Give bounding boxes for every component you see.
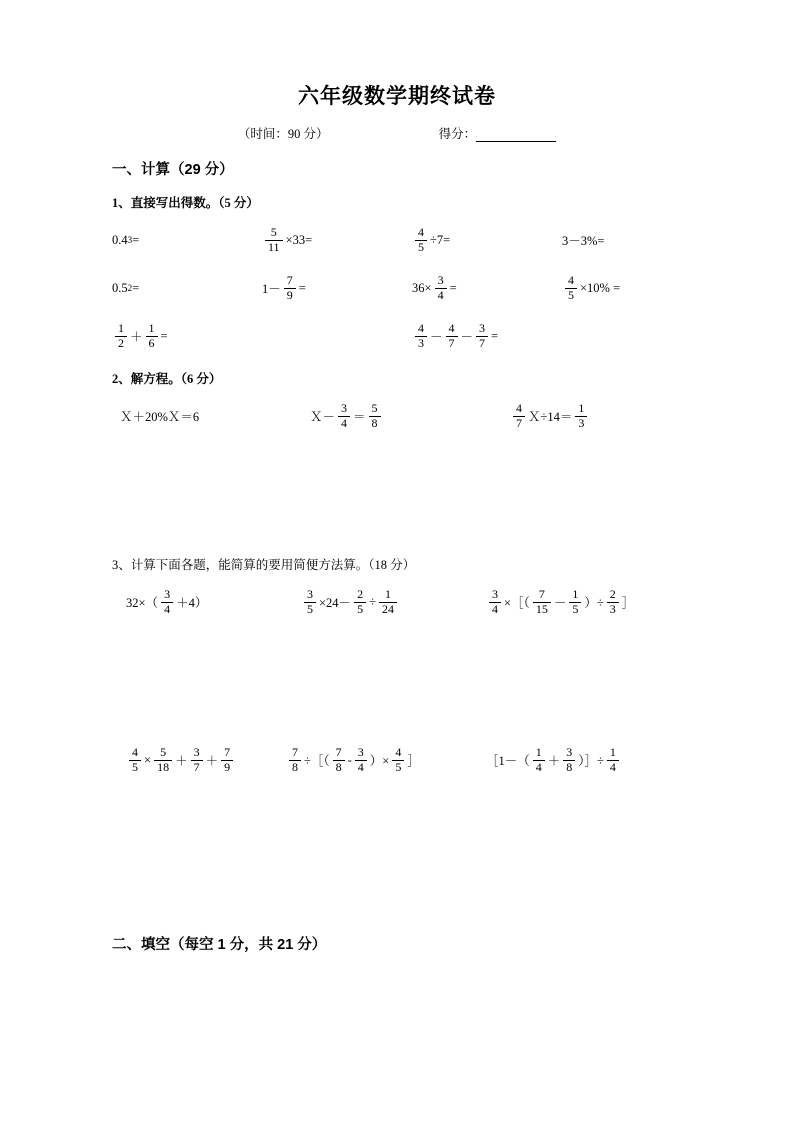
fraction: $\frac{2}{5}$ <box>354 588 366 617</box>
fraction: $\frac{7}{8}$ <box>289 746 301 775</box>
fraction: $\frac{4}{5}$ <box>392 746 404 775</box>
expr-text: 0.5 <box>112 280 128 295</box>
expr-text: ）÷ <box>584 596 604 610</box>
expr-text: = <box>132 232 140 247</box>
page-title: 六年级数学期终试卷 <box>298 84 496 108</box>
fraction: $\frac{4}{5}$ <box>129 746 141 775</box>
expr-text: ÷［（ <box>304 754 330 768</box>
question-2-heading: 2、解方程。（6 分） <box>112 372 222 386</box>
expr-text: ）］÷ <box>578 754 604 768</box>
q3-item-4 <box>126 746 286 775</box>
q3-item-1 <box>126 588 301 617</box>
fraction: $\frac{7}{9}$ <box>221 746 233 775</box>
section-1-heading: 一、计算（29 分） <box>112 162 234 178</box>
expr-text: ×［（ <box>504 596 530 610</box>
expr-text: = <box>160 328 168 343</box>
expr-text: Ｘ÷14＝ <box>528 410 573 424</box>
q1-item-9 <box>112 322 412 351</box>
fraction: $\frac{1}{5}$ <box>569 588 581 617</box>
q2-row-1 <box>112 401 682 431</box>
q1-item-5 <box>112 281 262 296</box>
expr-text: Ｘ－ <box>310 410 336 424</box>
q1-row-1 <box>112 225 682 255</box>
fraction: $\frac{7}{8}$ <box>333 746 345 775</box>
fraction: $\frac{4}{5}$ <box>565 274 577 303</box>
q3-row-2 <box>112 745 682 775</box>
fraction: $\frac{5}{18}$ <box>154 746 172 775</box>
q1-item-1 <box>112 233 262 248</box>
fraction: $\frac{4}{3}$ <box>415 322 427 351</box>
expr-text: = <box>491 328 499 343</box>
score-label: 得分： <box>438 127 477 141</box>
expr-text: Ｘ＋20%Ｘ＝6 <box>120 410 200 424</box>
operator: ＋ <box>175 754 188 768</box>
expr-text: ［1－（ <box>486 754 530 768</box>
operator: － <box>460 330 474 344</box>
expr-text: = <box>298 280 306 295</box>
q1-item-6 <box>262 274 412 303</box>
fraction: $\frac{4}{7}$ <box>513 402 525 431</box>
q1-row-2 <box>112 273 682 303</box>
work-space-q3b <box>112 793 682 923</box>
expr-text: ×24－ <box>319 596 352 610</box>
expr-text: ÷7= <box>430 232 451 247</box>
work-space-q2 <box>112 449 682 545</box>
expr-text: ＋4） <box>176 596 208 610</box>
operator: ＋ <box>547 754 561 768</box>
expr-text: 36× <box>412 280 432 295</box>
q2-item-1 <box>120 407 310 425</box>
q2-item-3 <box>510 402 590 431</box>
operator: － <box>553 596 567 610</box>
fraction: $\frac{3}{7}$ <box>476 322 488 351</box>
score-blank <box>476 128 556 142</box>
operator: × <box>144 752 152 767</box>
q1-item-8 <box>562 274 620 303</box>
q3-item-3 <box>486 588 634 617</box>
operator: - <box>347 752 352 767</box>
fraction: $\frac{1}{4}$ <box>607 746 619 775</box>
expr-text: ÷ <box>369 594 376 609</box>
page-content <box>112 80 682 954</box>
expr-text: 32×（ <box>126 596 159 610</box>
fraction: $\frac{4}{5}$ <box>415 226 427 255</box>
fraction: $\frac{1}{3}$ <box>575 402 587 431</box>
expr-text: 0.4 <box>112 232 128 247</box>
expr-text: 1－ <box>262 282 281 296</box>
expr-text: = <box>132 280 140 295</box>
fraction: $\frac{3}{4}$ <box>161 588 173 617</box>
exponent: 2 <box>127 283 133 293</box>
q1-item-10 <box>412 322 498 351</box>
expr-text: 3－3%= <box>562 234 605 248</box>
expr-text: ］ <box>621 596 635 610</box>
q1-row-3 <box>112 321 682 351</box>
fraction: $\frac{3}{4}$ <box>489 588 501 617</box>
q3-row-1 <box>112 587 682 617</box>
q1-item-4 <box>562 231 604 249</box>
section-2-heading: 二、填空（每空 1 分，共 21 分） <box>112 937 327 953</box>
q3-item-6 <box>486 746 622 775</box>
operator: － <box>430 330 443 344</box>
time-note: （时间：90 分） <box>237 127 329 141</box>
exam-meta <box>112 124 682 142</box>
fraction: $\frac{3}{4}$ <box>355 746 367 775</box>
fraction: $\frac{1}{4}$ <box>533 746 545 775</box>
q1-item-2 <box>262 226 412 255</box>
q3-item-2 <box>301 588 486 617</box>
question-1-heading: 1、直接写出得数。（5 分） <box>112 196 259 210</box>
fraction: $\frac{5}{8}$ <box>369 402 381 431</box>
operator: ＝ <box>353 410 366 424</box>
fraction: $\frac{4}{7}$ <box>446 322 458 351</box>
expr-text: ］ <box>407 754 420 768</box>
q1-item-3 <box>412 226 562 255</box>
fraction: $\frac{3}{5}$ <box>304 588 316 617</box>
fraction: $\frac{1}{6}$ <box>146 322 158 351</box>
exponent: 3 <box>127 235 133 245</box>
q1-item-7 <box>412 274 562 303</box>
expr-text: = <box>449 280 457 295</box>
work-space-q3a <box>112 635 682 745</box>
fraction: $\frac{7}{9}$ <box>284 274 296 303</box>
fraction: $\frac{3}{7}$ <box>191 746 203 775</box>
operator: ＋ <box>130 330 143 344</box>
fraction: $\frac{5}{11}$ <box>265 226 283 255</box>
fraction: $\frac{3}{8}$ <box>563 746 575 775</box>
expr-text: ）× <box>369 754 390 768</box>
question-3-heading: 3、计算下面各题，能简算的要用简便方法算。（18 分） <box>112 558 416 572</box>
fraction: $\frac{3}{4}$ <box>338 402 350 431</box>
fraction: $\frac{7}{15}$ <box>533 588 551 617</box>
expr-text: ×10% = <box>580 280 621 295</box>
q3-item-5 <box>286 746 486 775</box>
operator: ＋ <box>205 754 219 768</box>
q2-item-2 <box>310 402 510 431</box>
fraction: $\frac{2}{3}$ <box>607 588 619 617</box>
fraction: $\frac{1}{2}$ <box>115 322 127 351</box>
fraction: $\frac{1}{24}$ <box>379 588 397 617</box>
expr-text: ×33= <box>285 232 313 247</box>
fraction: $\frac{3}{4}$ <box>435 274 447 303</box>
